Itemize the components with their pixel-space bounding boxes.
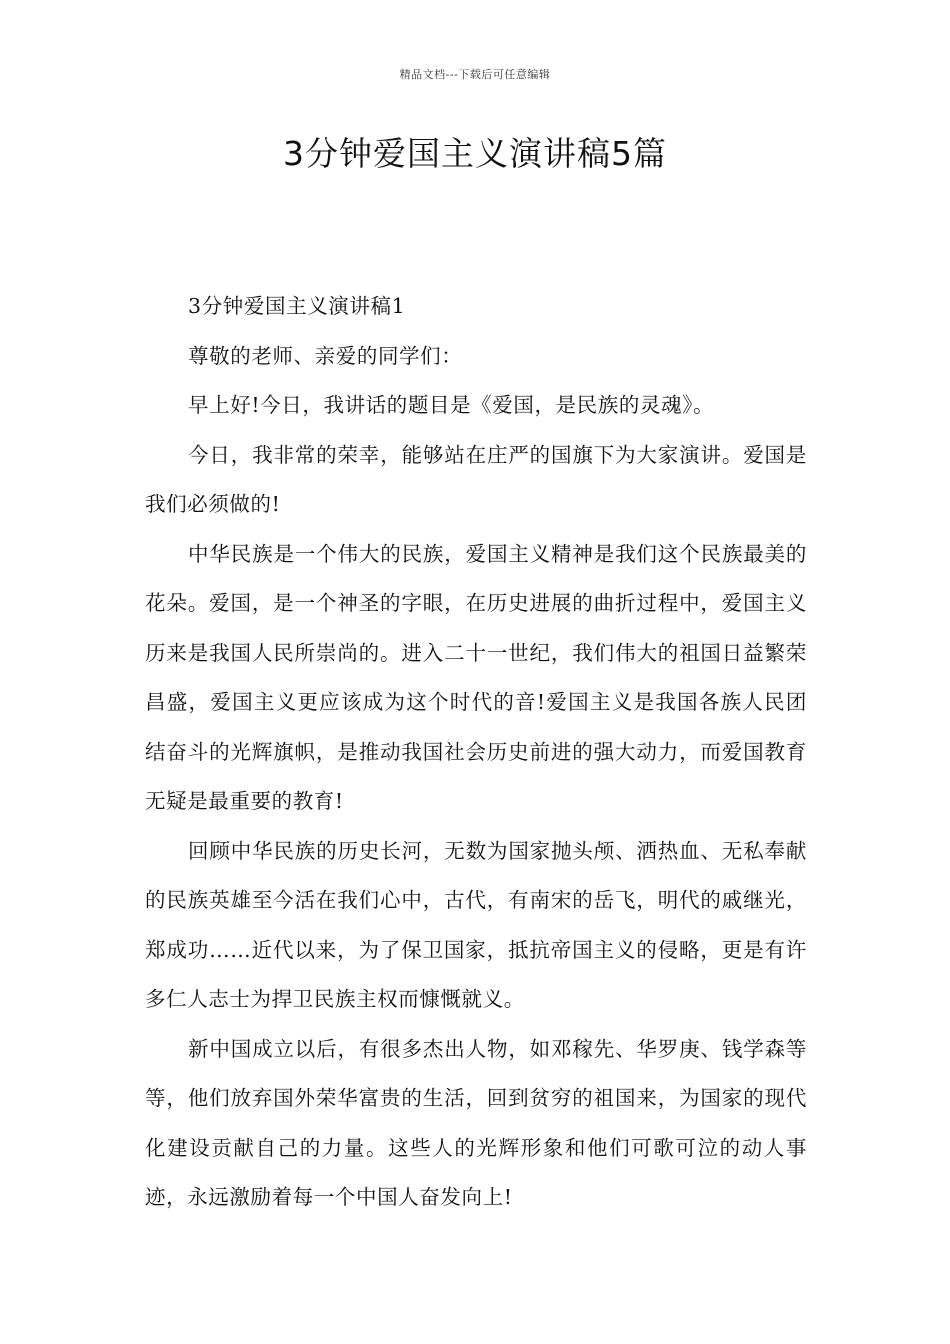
- paragraph: 今日，我非常的荣幸，能够站在庄严的国旗下为大家演讲。爱国是我们必须做的!: [145, 442, 807, 516]
- salutation: 尊敬的老师、亲爱的同学们：: [188, 343, 463, 368]
- paragraph: 新中国成立以后，有很多杰出人物，如邓稼先、华罗庚、钱学森等等，他们放弃国外荣华富贵的生活，回到贫穷的祖国来，为国家的现代化建设贡献自己的力量。这些人的光辉形象和他们可歌可泣的动人事迹，永远激励着每一个中国人奋发向上!: [145, 1036, 807, 1209]
- section-heading: 3分钟爱国主义演讲稿1: [188, 294, 406, 318]
- paragraph: 早上好!今日，我讲话的题目是《爱国，是民族的灵魂》。: [188, 393, 715, 417]
- paragraph: 回顾中华民族的历史长河，无数为国家抛头颅、洒热血、无私奉献的民族英雄至今活在我们心中，古代，有南宋的岳飞，明代的戚继光，郑成功……近代以来，为了保卫国家，抵抗帝国主义的侵略，更是有许多仁人志士为捍卫民族主权而慷慨就义。: [145, 838, 807, 1011]
- document-body: [145, 282, 807, 1223]
- paragraph: 中华民族是一个伟大的民族，爱国主义精神是我们这个民族最美的花朵。爱国，是一个神圣的字眼，在历史进展的曲折过程中，爱国主义历来是我国人民所崇尚的。进入二十一世纪，我们伟大的祖国日益繁荣昌盛，爱国主义更应该成为这个时代的音!爱国主义是我国各族人民团结奋斗的光辉旗帜，是推动我国社会历史前进的强大动力，而爱国教育无疑是最重要的教育!: [145, 541, 807, 813]
- header-note: 精品文档---下载后可任意编辑: [399, 68, 551, 81]
- document-title: 3分钟爱国主义演讲稿5篇: [283, 134, 667, 173]
